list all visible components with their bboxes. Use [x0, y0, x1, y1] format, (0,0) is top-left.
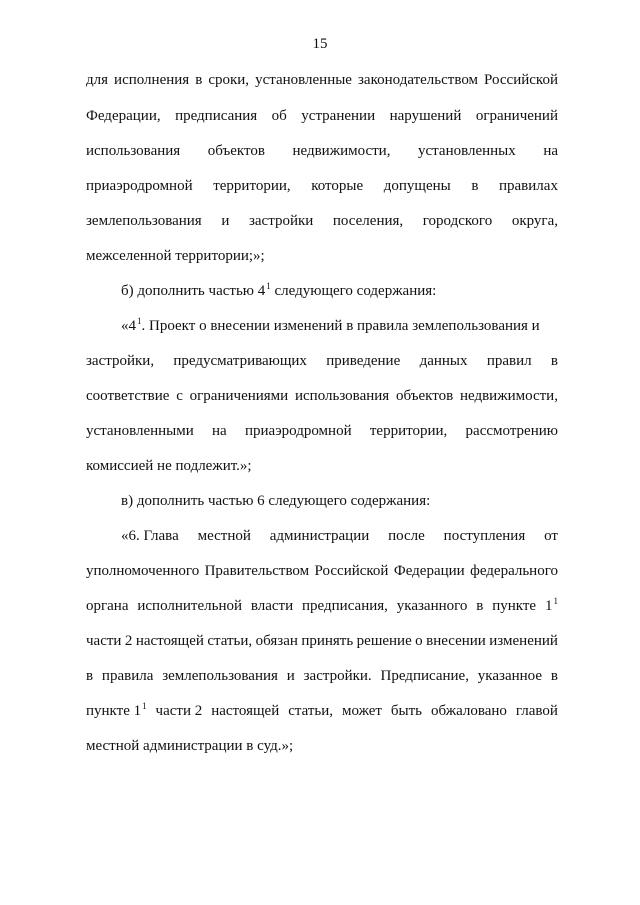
text-line-10 [86, 386, 558, 406]
word: установленных [418, 143, 516, 159]
word: территории, [213, 178, 291, 194]
word: которые [311, 178, 364, 194]
word: правил [486, 353, 532, 369]
word: предписания [175, 108, 258, 124]
text-line-15 [86, 561, 558, 581]
word: исполнения [114, 72, 190, 88]
word: в [476, 598, 484, 614]
word: исполнительной [137, 598, 243, 614]
word: власти [250, 598, 294, 614]
word: приаэродромной [244, 423, 352, 439]
word: после [388, 528, 425, 544]
superscript: 1 [266, 281, 271, 291]
text-fragment: пункте 1 [86, 703, 142, 719]
word: 2 [124, 633, 133, 649]
word: сроки, [208, 72, 250, 88]
word: предписания, [302, 598, 388, 614]
word: внесении [426, 633, 486, 649]
word: статьи, [207, 633, 253, 649]
word: устранении [301, 108, 376, 124]
text-line-4 [86, 176, 558, 196]
word: приведение [326, 353, 401, 369]
word: в [550, 353, 558, 369]
word: статьи, [288, 703, 334, 719]
word: Федерации [393, 563, 465, 579]
text-line-1 [86, 70, 558, 90]
word: от [544, 528, 558, 544]
word: местной [197, 528, 251, 544]
word [545, 596, 558, 616]
text-line-18 [86, 666, 558, 686]
word: и [286, 668, 295, 684]
text-line-5 [86, 211, 558, 231]
word: в [471, 178, 479, 194]
text-line-3 [86, 141, 558, 161]
superscript: 1 [137, 316, 142, 326]
text-line-20: местной администрации в суд.»; [86, 738, 294, 754]
word: для [86, 72, 109, 88]
word: недвижимости, [459, 388, 558, 404]
text-line-8 [121, 316, 558, 336]
word: поселения, [332, 213, 404, 229]
word: данных [419, 353, 468, 369]
text-line-19 [86, 701, 558, 721]
superscript: 1 [553, 596, 558, 606]
text-fragment: 1 [544, 598, 553, 614]
text-fragment: «4 [121, 318, 136, 334]
word: рассмотрению [465, 423, 558, 439]
word: на [543, 143, 558, 159]
word: Федерации, [86, 108, 161, 124]
word: настоящей [211, 703, 280, 719]
word: и [221, 213, 230, 229]
text-line-17 [86, 631, 558, 651]
word: использования [295, 388, 390, 404]
word: части [86, 633, 122, 649]
text-line-13: в) дополнить частью 6 следующего содержания: [121, 493, 431, 509]
word: о [415, 633, 423, 649]
text-line-11 [86, 421, 558, 441]
word: использования [86, 143, 181, 159]
text-fragment: следующего содержания: [270, 283, 437, 299]
word: застройки [248, 213, 314, 229]
word: в [550, 668, 558, 684]
superscript: 1 [142, 701, 147, 711]
word: федерального [470, 563, 558, 579]
word: Российской [314, 563, 389, 579]
word: обжаловано [430, 703, 507, 719]
word: установленные [255, 72, 352, 88]
word: соответствие [86, 388, 170, 404]
word: ограничений [475, 108, 558, 124]
text-line-2 [86, 106, 558, 126]
word: об [271, 108, 287, 124]
word: может [341, 703, 382, 719]
word: в [195, 72, 203, 88]
word: быть [390, 703, 423, 719]
word: обязан [255, 633, 298, 649]
word: указанного [396, 598, 468, 614]
text-line-7 [121, 281, 558, 301]
text-fragment: . Проект о внесении изменений в правила землепользования и [141, 318, 540, 334]
word: главой [515, 703, 558, 719]
page-number: 15 [312, 36, 328, 52]
word: органа [86, 598, 129, 614]
text-line-14 [121, 526, 558, 546]
word: недвижимости, [292, 143, 391, 159]
word [86, 701, 147, 721]
word: правила [101, 668, 154, 684]
word: Российской [484, 72, 558, 88]
word: Правительством [204, 563, 310, 579]
word: законодательством [357, 72, 479, 88]
text-line-16 [86, 596, 558, 616]
text-line-9 [86, 351, 558, 371]
word: настоящей [135, 633, 204, 649]
word: округа, [511, 213, 558, 229]
word: предусматривающих [173, 353, 307, 369]
word: землепользования [86, 213, 202, 229]
word: Предписание, [380, 668, 469, 684]
text-line-6: межселенной территории;»; [86, 248, 265, 264]
word: допущены [383, 178, 451, 194]
word: решение [356, 633, 412, 649]
word: объектов [207, 143, 265, 159]
word: приаэродромной [86, 178, 193, 194]
word: застройки. [303, 668, 372, 684]
word: пункте [492, 598, 537, 614]
word: принять [301, 633, 354, 649]
word: уполномоченного [86, 563, 200, 579]
word: в [86, 668, 94, 684]
word: нарушений [389, 108, 462, 124]
word: городского [422, 213, 493, 229]
word: с [176, 388, 183, 404]
word: части 2 [155, 703, 203, 719]
word: на [212, 423, 227, 439]
word: землепользования [162, 668, 278, 684]
word: территории, [369, 423, 448, 439]
word: объектов [395, 388, 454, 404]
word: правилах [499, 178, 558, 194]
word: изменений [489, 633, 558, 649]
word: установленными [86, 423, 194, 439]
word: указанное [477, 668, 542, 684]
word: «6. Глава [121, 528, 179, 544]
text-fragment: б) дополнить частью 4 [121, 283, 266, 299]
text-line-12: комиссией не подлежит.»; [86, 458, 252, 474]
word: администрации [269, 528, 370, 544]
word: застройки, [86, 353, 155, 369]
word: ограничениями [189, 388, 289, 404]
word: поступления [443, 528, 526, 544]
